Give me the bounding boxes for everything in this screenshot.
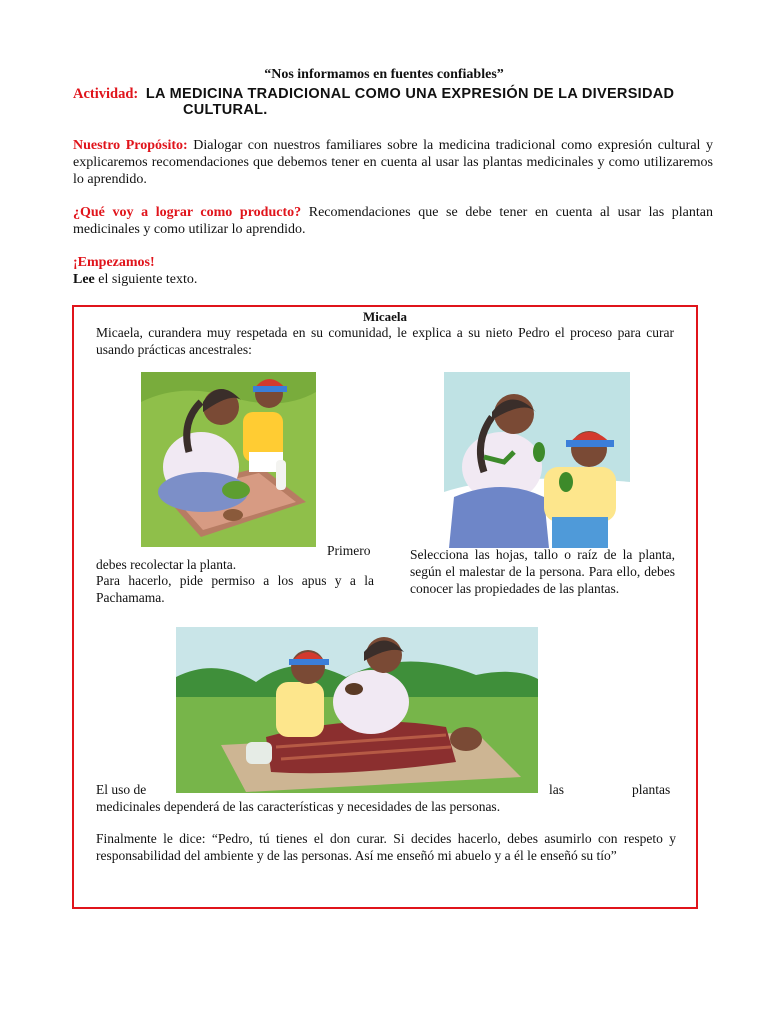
story-title: Micaela xyxy=(362,309,408,324)
illustration-healing xyxy=(176,627,538,793)
activity-text-2: CULTURAL. xyxy=(183,102,268,118)
illustration-selecting-leaves xyxy=(444,372,630,548)
product-text: Recomendaciones que se debe tener en cuenta al usar las plantan medicinales y como utilizar lo aprendido. xyxy=(73,205,713,237)
step1-permission: Para hacerlo, pide permiso a los apus y a la Pachamama. xyxy=(96,573,374,605)
step3-use-of: El uso de xyxy=(96,782,147,797)
step3-plants: plantas xyxy=(632,782,671,797)
step3-the: las xyxy=(549,782,564,797)
start-section xyxy=(73,254,713,288)
illustration-collecting-plants xyxy=(141,372,316,547)
activity-label: Actividad: xyxy=(73,86,139,102)
read-label: Lee xyxy=(73,272,95,287)
step1-collect: debes recolectar la planta. xyxy=(96,557,237,572)
activity-text: LA MEDICINA TRADICIONAL COMO UNA EXPRESIÓN DE LA DIVERSIDAD xyxy=(145,86,675,102)
activity-heading xyxy=(73,86,713,118)
read-instruction: el siguiente texto. xyxy=(94,272,198,287)
purpose-text: Dialogar con nuestros familiares sobre la medicina tradicional como expresión cultural y explicaremos recomendaciones que debemos tener en cuenta al usar las plantas medicinales y como utilizaremos lo aprendido. xyxy=(73,138,713,187)
product-label: ¿Qué voy a lograr como producto? xyxy=(73,205,302,220)
page-title: “Nos informamos en fuentes confiables” xyxy=(264,67,504,82)
step1-first: Primero xyxy=(327,543,371,558)
purpose-paragraph xyxy=(73,137,713,188)
step3-depends: medicinales dependerá de las características y necesidades de las personas. xyxy=(96,799,501,814)
purpose-label: Nuestro Propósito: xyxy=(73,138,188,153)
start-label: ¡Empezamos! xyxy=(73,255,155,270)
step2-select: Selecciona las hojas, tallo o raíz de la planta, según el malestar de la persona. Para ello, debes conocer las propiedades de las plantas. xyxy=(410,547,675,596)
story-closing: Finalmente le dice: “Pedro, tú tienes el don curar. Si decides hacerlo, debes asumirlo con respeto y responsabilidad del ambiente y de las personas. Así me enseñó mi abuelo y a él le enseñó su tío” xyxy=(96,831,676,863)
product-paragraph xyxy=(73,204,713,238)
story-intro: Micaela, curandera muy respetada en su comunidad, le explica a su nieto Pedro el proceso para curar usando prácticas ancestrales: xyxy=(96,325,674,357)
